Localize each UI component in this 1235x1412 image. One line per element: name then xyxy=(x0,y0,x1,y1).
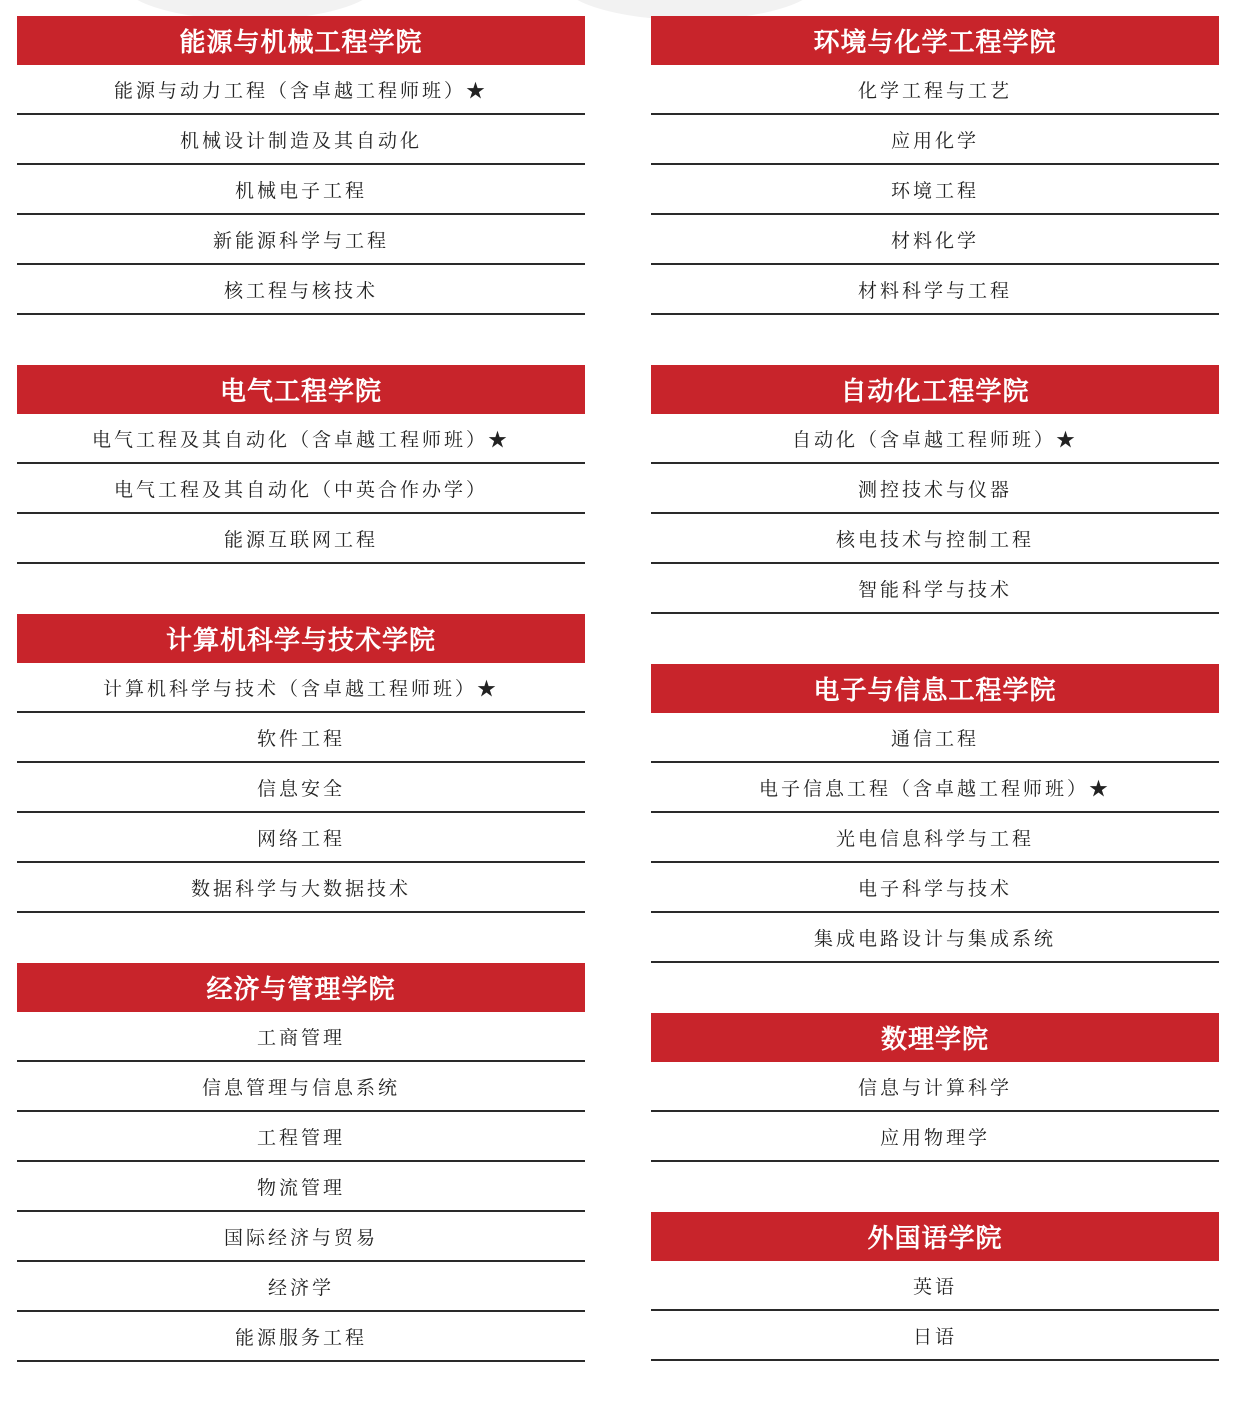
major-item: 信息安全 xyxy=(17,763,585,813)
major-item: 电气工程及其自动化（含卓越工程师班）★ xyxy=(17,414,585,464)
major-item: 软件工程 xyxy=(17,713,585,763)
major-item: 经济学 xyxy=(17,1262,585,1312)
major-item: 日语 xyxy=(651,1311,1219,1361)
right-column xyxy=(651,16,1219,1411)
major-item: 应用化学 xyxy=(651,115,1219,165)
college-title: 自动化工程学院 xyxy=(651,365,1219,414)
major-item: 核电技术与控制工程 xyxy=(651,514,1219,564)
college-title: 电子与信息工程学院 xyxy=(651,664,1219,713)
major-item: 智能科学与技术 xyxy=(651,564,1219,614)
college-title: 经济与管理学院 xyxy=(17,963,585,1012)
major-item: 能源与动力工程（含卓越工程师班）★ xyxy=(17,65,585,115)
college-section xyxy=(651,664,1219,963)
major-item: 新能源科学与工程 xyxy=(17,215,585,265)
major-item: 机械设计制造及其自动化 xyxy=(17,115,585,165)
college-section xyxy=(651,365,1219,614)
major-item: 信息与计算科学 xyxy=(651,1062,1219,1112)
major-item: 机械电子工程 xyxy=(17,165,585,215)
major-item: 物流管理 xyxy=(17,1162,585,1212)
major-item: 国际经济与贸易 xyxy=(17,1212,585,1262)
college-section xyxy=(651,1212,1219,1361)
major-item: 信息管理与信息系统 xyxy=(17,1062,585,1112)
major-item: 电子信息工程（含卓越工程师班）★ xyxy=(651,763,1219,813)
college-section xyxy=(17,963,585,1362)
college-section xyxy=(651,16,1219,315)
major-item: 数据科学与大数据技术 xyxy=(17,863,585,913)
major-item: 通信工程 xyxy=(651,713,1219,763)
major-item: 集成电路设计与集成系统 xyxy=(651,913,1219,963)
major-item: 电子科学与技术 xyxy=(651,863,1219,913)
major-item: 能源互联网工程 xyxy=(17,514,585,564)
major-item: 材料科学与工程 xyxy=(651,265,1219,315)
college-section xyxy=(17,16,585,315)
college-title: 数理学院 xyxy=(651,1013,1219,1062)
major-item: 应用物理学 xyxy=(651,1112,1219,1162)
major-item: 工程管理 xyxy=(17,1112,585,1162)
major-item: 计算机科学与技术（含卓越工程师班）★ xyxy=(17,663,585,713)
major-item: 能源服务工程 xyxy=(17,1312,585,1362)
major-item: 英语 xyxy=(651,1261,1219,1311)
major-item: 网络工程 xyxy=(17,813,585,863)
college-title: 外国语学院 xyxy=(651,1212,1219,1261)
college-title: 能源与机械工程学院 xyxy=(17,16,585,65)
college-section xyxy=(17,614,585,913)
major-item: 材料化学 xyxy=(651,215,1219,265)
major-item: 化学工程与工艺 xyxy=(651,65,1219,115)
major-item: 核工程与核技术 xyxy=(17,265,585,315)
major-item: 环境工程 xyxy=(651,165,1219,215)
left-column xyxy=(17,16,585,1412)
major-item: 自动化（含卓越工程师班）★ xyxy=(651,414,1219,464)
major-item: 光电信息科学与工程 xyxy=(651,813,1219,863)
college-section xyxy=(17,365,585,564)
major-item: 电气工程及其自动化（中英合作办学） xyxy=(17,464,585,514)
major-item: 工商管理 xyxy=(17,1012,585,1062)
college-title: 计算机科学与技术学院 xyxy=(17,614,585,663)
college-title: 电气工程学院 xyxy=(17,365,585,414)
college-title: 环境与化学工程学院 xyxy=(651,16,1219,65)
major-item: 测控技术与仪器 xyxy=(651,464,1219,514)
college-section xyxy=(651,1013,1219,1162)
